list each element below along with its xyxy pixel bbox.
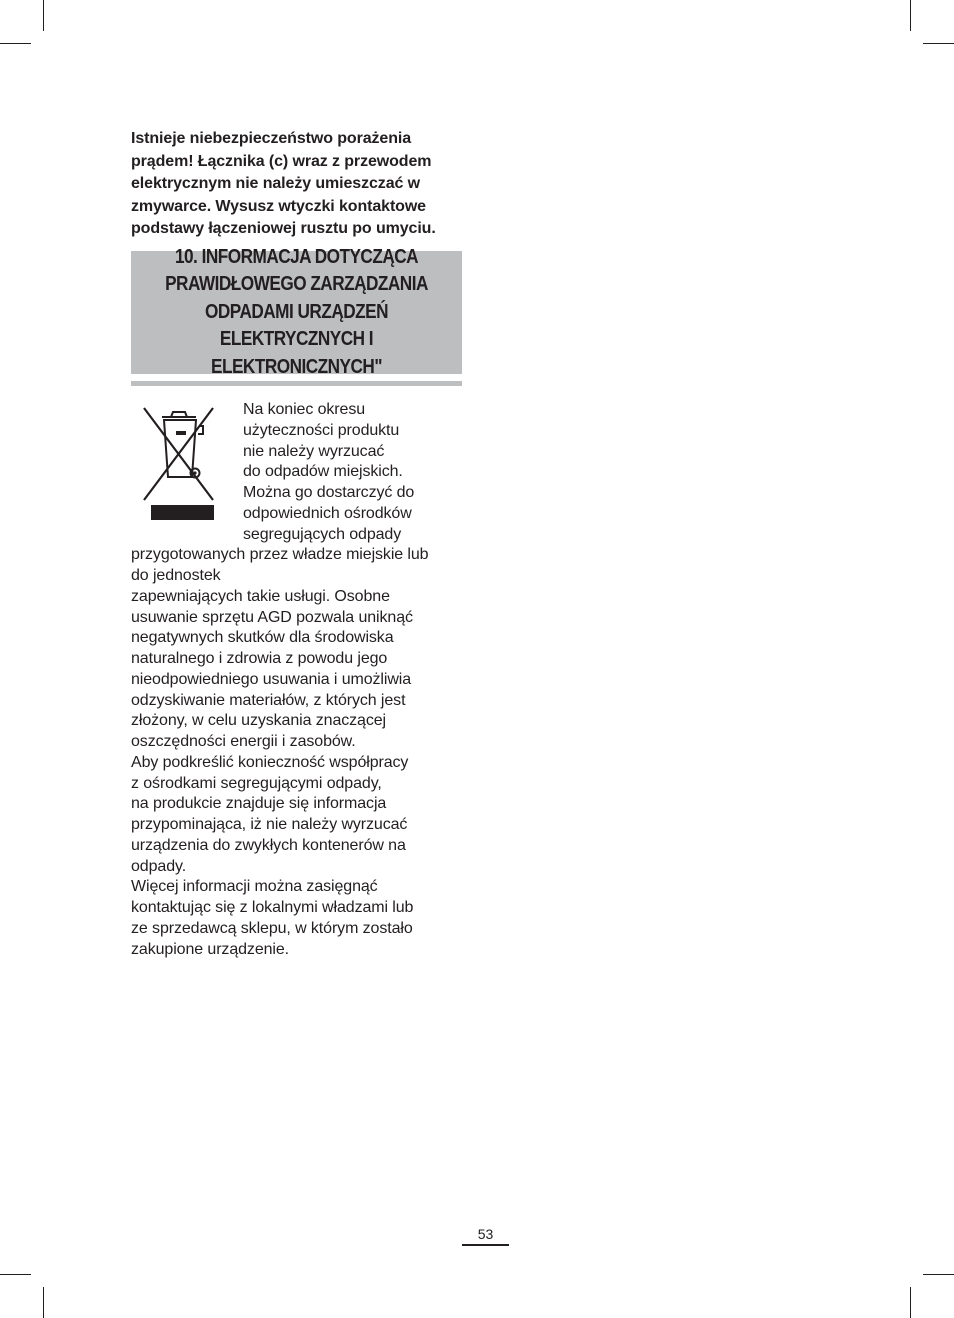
intro-line: do odpadów miejskich. [243,463,403,481]
body-line: nieodpowiedniego usuwania i umożliwia [131,670,412,688]
heading-underline [131,381,462,386]
body-line: do jednostek [131,567,221,584]
body-line: odzyskiwanie materiałów, z których jest [131,691,406,709]
disposal-information [131,400,461,960]
body-line: ze sprzedawcą sklepu, w którym zostało [131,919,413,937]
page-number-underline [462,1244,509,1246]
section-heading: 10. INFORMACJA DOTYCZĄCA PRAWIDŁOWEGO ZARZĄDZANIA ODPADAMI URZĄDZEŃ ELEKTRYCZNYCH I ELEKTRONICZNYCH" [165,245,428,378]
intro-line: odpowiednich ośrodków [243,504,412,522]
crop-mark-top-left-horizontal [0,43,31,44]
intro-line: nie należy wyrzucać [243,442,385,460]
body-line: na produkcie znajduje się informacja [131,795,387,813]
body-line: Aby podkreślić konieczność współpracy [131,753,409,771]
electric-shock-warning: Istnieje niebezpieczeństwo porażenia prądem! Łącznika (c) wraz z przewodem elektrycznym nie należy umieszczać w zmywarce. Wysusz wtyczki kontaktowe podstawy łączeniowej rusztu po umyciu. [131,130,436,238]
body-line: kontaktując się z lokalnymi władzami lub [131,899,414,916]
intro-line: Na koniec okresu [243,401,366,418]
crop-mark-top-right-vertical [910,0,911,31]
page-number: 53 [477,1226,494,1242]
intro-line: użyteczności produktu [243,421,400,439]
body-line: urządzenia do zwykłych kontenerów na [131,836,406,854]
intro-line: segregujących odpady [243,525,402,543]
section-heading-box [131,245,462,378]
body-line: zakupione urządzenie. [131,940,290,958]
body-line: negatywnych skutków dla środowiska [131,629,394,647]
crop-mark-bottom-left-horizontal [0,1274,31,1275]
crop-mark-bottom-right-vertical [910,1287,911,1318]
crop-mark-bottom-left-vertical [43,1287,44,1318]
body-line: z ośrodkami segregującymi odpady, [131,774,382,792]
body-line: naturalnego i zdrowia z powodu jego [131,650,388,667]
body-line: odpady. [131,857,187,875]
body-line: złożony, w celu uzyskania znaczącej [131,712,386,730]
body-line: przypominająca, iż nie należy wyrzucać [131,816,408,833]
body-line: zapewniających takie usługi. Osobne [131,587,390,605]
intro-line: Można go dostarczyć do [243,484,415,501]
crop-mark-top-left-vertical [43,0,44,31]
body-line: przygotowanych przez władze miejskie lub [131,546,429,564]
crop-mark-top-right-horizontal [923,43,954,44]
body-line: usuwanie sprzętu AGD pozwala uniknąć [131,608,413,626]
body-line: Więcej informacji można zasięgnąć [131,878,378,896]
body-line: oszczędności energii i zasobów. [131,733,356,750]
crop-mark-bottom-right-horizontal [923,1274,954,1275]
